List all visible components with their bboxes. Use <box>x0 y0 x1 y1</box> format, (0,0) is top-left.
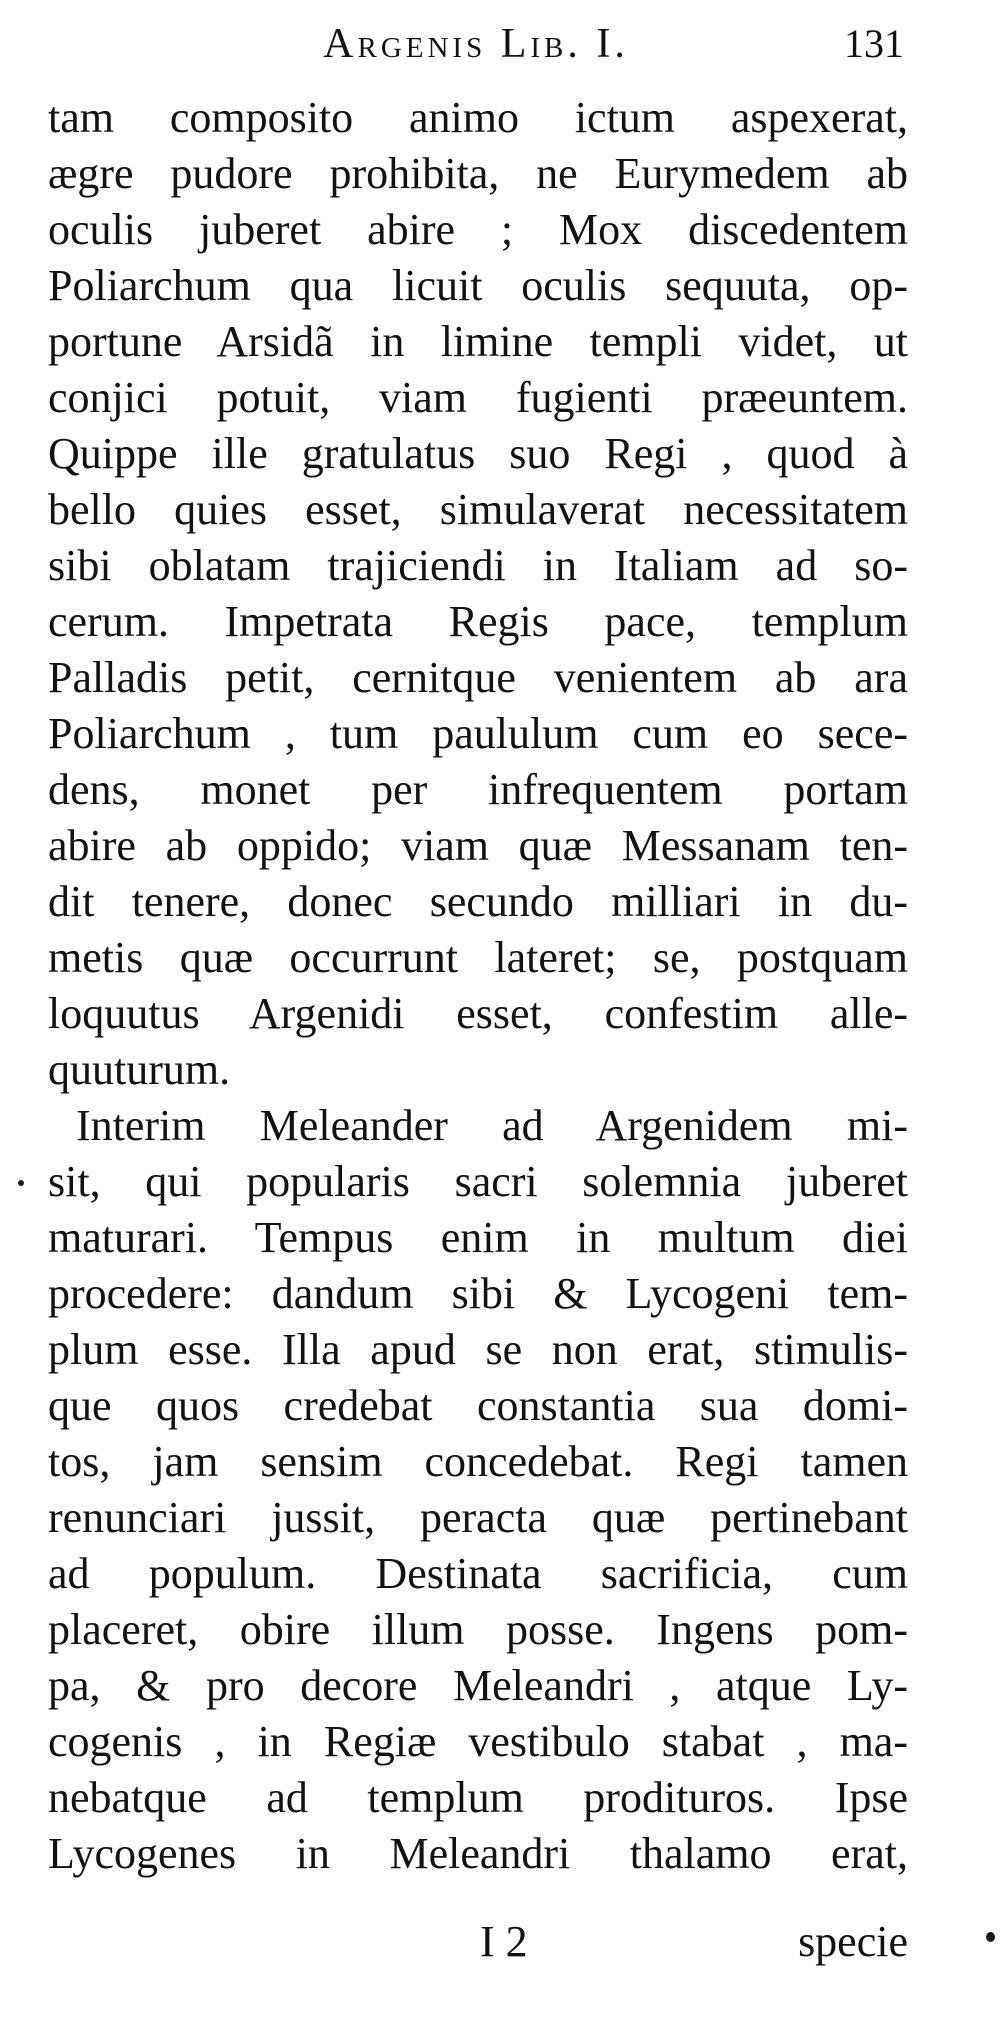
page-header <box>48 20 904 76</box>
text-line: cerum. Impetrata Regis pace, templum <box>48 597 908 646</box>
text-line: maturari. Tempus enim in multum diei <box>48 1213 908 1262</box>
text-line: sit, qui popularis sacri solemnia juberet <box>48 1157 908 1206</box>
running-title: Argenis Lib. I. <box>323 21 629 67</box>
ink-speck <box>986 1932 995 1942</box>
text-line: metis quæ occurrunt lateret; se, postquam <box>48 933 908 982</box>
text-line: dens, monet per infrequentem portam <box>48 765 908 814</box>
text-line-paragraph-end: quuturum. <box>48 1045 231 1094</box>
text-line: Lycogenes in Meleandri thalamo erat, <box>48 1829 908 1878</box>
text-line: nebatque ad templum prodituros. Ipse <box>48 1773 908 1822</box>
text-line: dit tenere, donec secundo milliari in du- <box>48 877 908 926</box>
text-line: loquutus Argenidi esset, confestim alle- <box>48 989 908 1038</box>
text-line: ægre pudore prohibita, ne Eurymedem ab <box>48 149 908 198</box>
text-line: pa, & pro decore Meleandri , atque Ly- <box>48 1661 908 1710</box>
text-line: oculis juberet abire ; Mox discedentem <box>48 205 908 254</box>
text-line: sibi oblatam trajiciendi in Italiam ad so- <box>48 541 908 590</box>
text-line: plum esse. Illa apud se non erat, stimulis- <box>48 1325 908 1374</box>
text-line: bello quies esset, simulaverat necessitatem <box>48 485 908 534</box>
text-line: cogenis , in Regiæ vestibulo stabat , ma- <box>48 1717 908 1766</box>
text-line: Quippe ille gratulatus suo Regi , quod à <box>48 429 908 478</box>
ink-speck <box>18 1180 24 1186</box>
catchword: specie <box>798 1917 908 1966</box>
text-line: tos, jam sensim concedebat. Regi tamen <box>48 1437 908 1486</box>
text-line: renunciari jussit, peracta quæ pertinebant <box>48 1493 908 1542</box>
text-line: ad populum. Destinata sacrificia, cum <box>48 1549 908 1598</box>
text-line: Poliarchum qua licuit oculis sequuta, op- <box>48 261 908 310</box>
text-line: procedere: dandum sibi & Lycogeni tem- <box>48 1269 908 1318</box>
text-line: Poliarchum , tum paululum cum eo sece- <box>48 709 908 758</box>
text-line: placeret, obire illum posse. Ingens pom- <box>48 1605 908 1654</box>
body-text <box>48 90 908 1882</box>
text-line-paragraph-start: Interim Meleander ad Argenidem mi- <box>76 1101 908 1150</box>
text-line: conjici potuit, viam fugienti præeuntem. <box>48 373 908 422</box>
signature-mark: I 2 <box>480 1917 528 1966</box>
text-line: que quos credebat constantia sua domi- <box>48 1381 908 1430</box>
page-number: 131 <box>844 21 904 66</box>
text-line: tam composito animo ictum aspexerat, <box>48 93 908 142</box>
text-line: Palladis petit, cernitque venientem ab ara <box>48 653 908 702</box>
text-line: abire ab oppido; viam quæ Messanam ten- <box>48 821 908 870</box>
page-footer <box>48 1916 908 1972</box>
text-line: portune Arsidã in limine templi videt, ut <box>48 317 908 366</box>
